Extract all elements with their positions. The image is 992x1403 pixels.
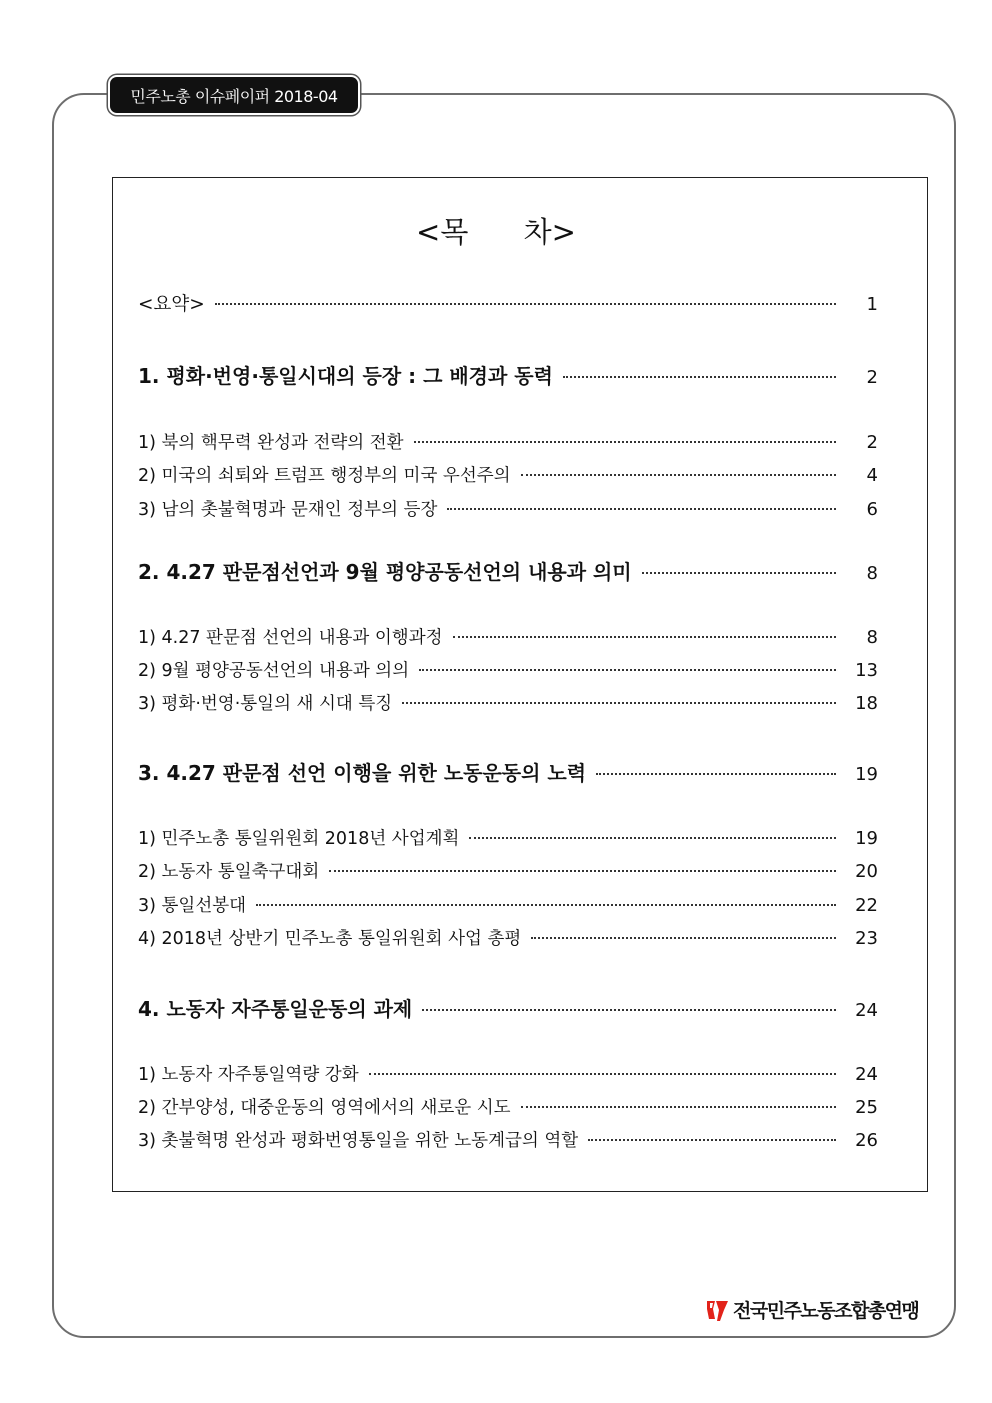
toc-subsection-page: 18 xyxy=(855,693,878,714)
toc-title-right: 차> xyxy=(523,215,576,249)
table-of-contents-box xyxy=(112,177,928,1192)
dot-leader xyxy=(596,773,836,775)
toc-subsection-label: 4) 2018년 상반기 민주노총 통일위원회 사업 총평 xyxy=(138,929,522,949)
toc-subsection-label: 2) 간부양성, 대중운동의 영역에서의 새로운 시도 xyxy=(138,1098,511,1118)
toc-subsection[interactable] xyxy=(138,925,878,950)
toc-subsection-label: 1) 북의 핵무력 완성과 전략의 전환 xyxy=(138,433,404,453)
toc-subsection[interactable] xyxy=(138,1061,878,1086)
toc-section[interactable] xyxy=(138,556,878,585)
dot-leader xyxy=(642,572,836,574)
toc-section[interactable] xyxy=(138,993,878,1022)
kctu-logo xyxy=(704,1296,918,1323)
toc-subsection[interactable] xyxy=(138,624,878,649)
toc-subsection-page: 22 xyxy=(855,895,878,916)
toc-subsection-page: 23 xyxy=(855,928,878,949)
toc-section-page: 19 xyxy=(855,764,878,785)
toc-section-label: 1. 평화·번영·통일시대의 등장 : 그 배경과 동력 xyxy=(138,364,553,388)
toc-subsection-page: 20 xyxy=(855,861,878,882)
toc-subsection[interactable] xyxy=(138,496,878,521)
toc-subsection-label: 2) 9월 평양공동선언의 내용과 의의 xyxy=(138,661,410,681)
toc-subsection-page: 26 xyxy=(855,1130,878,1151)
dot-leader xyxy=(447,508,836,510)
dot-leader xyxy=(521,1106,836,1108)
toc-title-left: <목 xyxy=(416,215,469,249)
toc-subsection-page: 25 xyxy=(855,1097,878,1118)
toc-subsection-page: 4 xyxy=(866,465,878,486)
dot-leader xyxy=(563,376,836,378)
dot-leader xyxy=(402,702,836,704)
toc-subsection-label: 1) 노동자 자주통일역량 강화 xyxy=(138,1065,359,1085)
dot-leader xyxy=(369,1073,836,1075)
toc-entry-page: 1 xyxy=(866,294,878,315)
toc-title xyxy=(0,210,992,251)
toc-subsection[interactable] xyxy=(138,657,878,682)
toc-subsection[interactable] xyxy=(138,690,878,715)
toc-entry-label: <요약> xyxy=(138,294,205,315)
toc-subsection[interactable] xyxy=(138,1127,878,1152)
toc-subsection-label: 1) 4.27 판문점 선언의 내용과 이행과정 xyxy=(138,628,443,648)
toc-subsection[interactable] xyxy=(138,858,878,883)
toc-subsection-page: 2 xyxy=(866,432,878,453)
dot-leader xyxy=(453,636,836,638)
kctu-flag-logo-icon xyxy=(704,1297,730,1323)
toc-section-page: 24 xyxy=(855,1000,878,1021)
kctu-logo-text: 전국민주노동조합총연맹 xyxy=(733,1300,919,1322)
toc-section[interactable] xyxy=(138,360,878,389)
toc-section-page: 2 xyxy=(866,367,878,388)
issue-paper-label: 민주노총 이슈페이퍼 2018-04 xyxy=(130,86,338,106)
toc-subsection-page: 19 xyxy=(855,828,878,849)
toc-subsection-label: 3) 남의 촛불혁명과 문재인 정부의 등장 xyxy=(138,500,438,520)
toc-subsection-label: 3) 통일선봉대 xyxy=(138,896,247,916)
dot-leader xyxy=(521,474,836,476)
toc-subsection-page: 13 xyxy=(855,660,878,681)
dot-leader xyxy=(215,303,836,305)
toc-subsection-label: 1) 민주노총 통일위원회 2018년 사업계획 xyxy=(138,829,460,849)
dot-leader xyxy=(419,669,836,671)
toc-subsection[interactable] xyxy=(138,1094,878,1119)
dot-leader xyxy=(329,870,836,872)
dot-leader xyxy=(256,904,836,906)
toc-subsection-label: 3) 평화·번영·통일의 새 시대 특징 xyxy=(138,694,393,714)
toc-subsection[interactable] xyxy=(138,429,878,454)
dot-leader xyxy=(588,1139,836,1141)
dot-leader xyxy=(469,837,836,839)
toc-subsection-label: 3) 촛불혁명 완성과 평화번영통일을 위한 노동계급의 역할 xyxy=(138,1131,579,1151)
toc-subsection[interactable] xyxy=(138,825,878,850)
toc-subsection[interactable] xyxy=(138,462,878,487)
toc-subsection-page: 24 xyxy=(855,1064,878,1085)
toc-subsection-page: 8 xyxy=(866,627,878,648)
dot-leader xyxy=(531,937,836,939)
toc-section-label: 3. 4.27 판문점 선언 이행을 위한 노동운동의 노력 xyxy=(138,761,587,785)
toc-subsection[interactable] xyxy=(138,892,878,917)
toc-subsection-label: 2) 노동자 통일축구대회 xyxy=(138,862,320,882)
toc-section[interactable] xyxy=(138,757,878,786)
toc-subsection-label: 2) 미국의 쇠퇴와 트럼프 행정부의 미국 우선주의 xyxy=(138,466,511,486)
dot-leader xyxy=(414,441,836,443)
toc-section-label: 2. 4.27 판문점선언과 9월 평양공동선언의 내용과 의미 xyxy=(138,560,632,584)
toc-section-page: 8 xyxy=(866,563,878,584)
toc-subsection-page: 6 xyxy=(866,499,878,520)
dot-leader xyxy=(422,1009,836,1011)
toc-entry-summary[interactable] xyxy=(138,290,878,316)
issue-paper-tab xyxy=(110,77,358,113)
toc-section-label: 4. 노동자 자주통일운동의 과제 xyxy=(138,997,413,1021)
